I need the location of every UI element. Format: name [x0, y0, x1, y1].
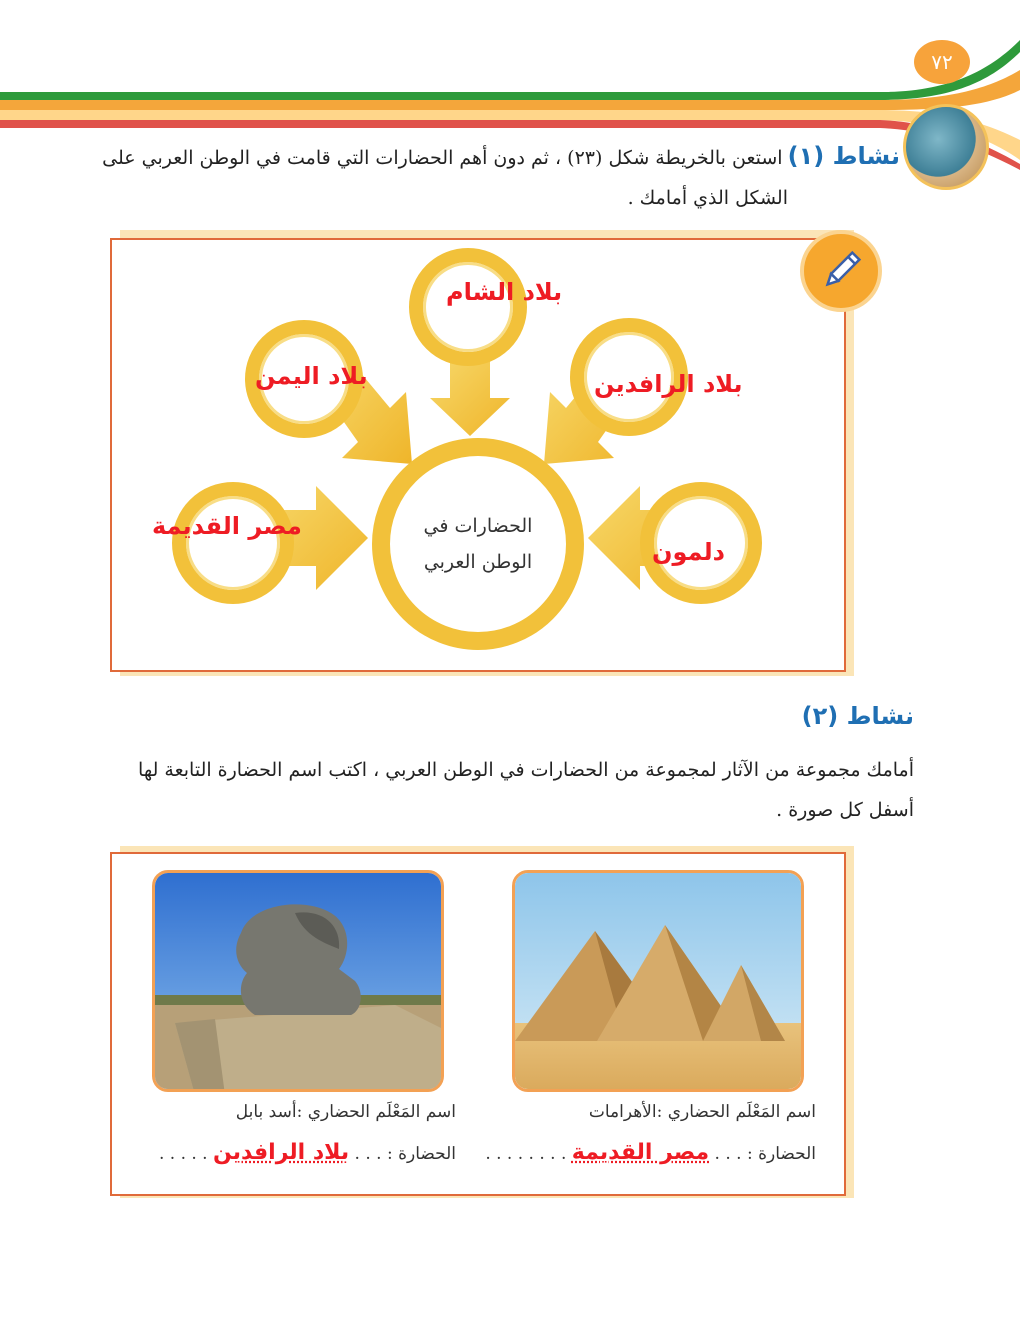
pyramids-civ-answer: مصر القديمة [571, 1140, 710, 1165]
answer-upper-right: بلاد الرافدين [594, 370, 743, 398]
lion-civ-suffix: . . . . . [158, 1144, 208, 1164]
bubble-left [172, 482, 294, 604]
center-label-line1: الحضارات في [423, 515, 533, 537]
activity2-instruction-line2: أسفل كل صورة . [776, 799, 914, 821]
center-label-line2: الوطن العربي [423, 551, 533, 573]
answer-right: دلمون [652, 538, 725, 566]
answer-top: بلاد الشام [446, 278, 563, 306]
page-number: ٧٢ [914, 40, 970, 84]
pyramids-civ-prefix: الحضارة : . . . [714, 1144, 816, 1164]
lion-landmark-caption: اسم المَعْلَم الحضاري :أسد بابل [235, 1102, 456, 1122]
answer-upper-left: بلاد اليمن [255, 362, 368, 390]
activity1-title: نشاط (١) [787, 142, 900, 170]
lion-civ-prefix: الحضارة : . . . [354, 1144, 456, 1164]
pyramids-civilization-line [485, 1140, 816, 1165]
activity2-title: نشاط (٢) [801, 702, 914, 730]
activity1-heading [100, 140, 900, 176]
map-thumbnail [903, 104, 989, 190]
bubble-top [409, 248, 527, 366]
activity1-instruction-line2: الشكل الذي أمامك . [627, 187, 788, 209]
activity2-instruction-line1: أمامك مجموعة من الآثار لمجموعة من الحضارات في الوطن العربي ، اكتب اسم الحضارة التابعة لها [138, 759, 914, 781]
answer-left: مصر القديمة [152, 512, 302, 540]
center-bubble [372, 438, 584, 650]
lion-civilization-line [140, 1140, 456, 1165]
pyramids-photo [512, 870, 804, 1092]
pyramids-civ-suffix: . . . . . . . . [485, 1144, 567, 1164]
pyramids-landmark-caption: اسم المَعْلَم الحضاري :الأهرامات [588, 1102, 816, 1122]
lion-civ-answer: بلاد الرافدين [213, 1140, 350, 1165]
lion-of-babylon-photo [152, 870, 444, 1092]
activity1-instruction-line1: استعن بالخريطة شكل (٢٣) ، ثم دون أهم الحضارات التي قامت في الوطن العربي على [102, 147, 783, 169]
